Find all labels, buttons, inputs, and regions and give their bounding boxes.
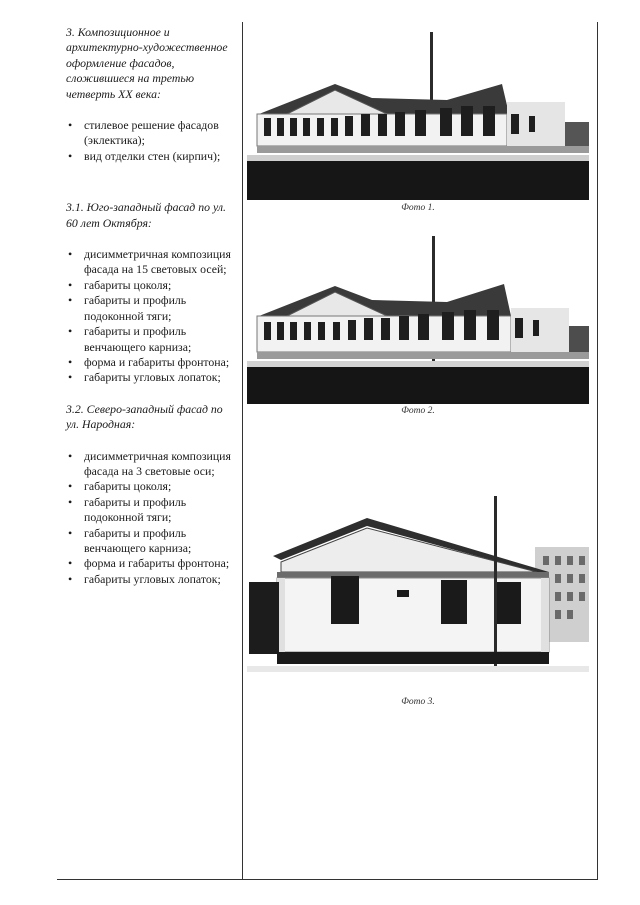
list-item: • габариты и профиль подоконной тяги;	[66, 293, 238, 324]
list-item: • габариты цоколя;	[66, 479, 238, 494]
photo-1	[247, 28, 589, 200]
list-item: • дисимметричная композиция фасада на 3 световые оси;	[66, 449, 238, 480]
list-item: • стилевое решение фасадов (эклектика);	[66, 118, 238, 149]
photo-caption: Фото 2.	[401, 406, 435, 416]
list-item: • габариты и профиль подоконной тяги;	[66, 495, 238, 526]
list-item: • форма и габариты фронтона;	[66, 355, 238, 370]
property-list-3	[66, 118, 238, 164]
property-list-3-1	[66, 247, 238, 386]
list-item: • габариты угловых лопаток;	[66, 572, 238, 587]
list-item: • вид отделки стен (кирпич);	[66, 149, 238, 164]
photo-caption: Фото 3.	[401, 697, 435, 707]
list-item: • габариты и профиль венчающего карниза;	[66, 526, 238, 557]
photo-2	[247, 232, 589, 404]
section-heading-3: 3. Композиционное и архитектурно-художественное оформление фасадов, сложившиеся на третью четверть XX века:	[66, 25, 228, 101]
section-heading-3-2: 3.2. Северо-западный фасад по ул. Народная:	[66, 401, 223, 432]
list-item: • габариты и профиль венчающего карниза;	[66, 324, 238, 355]
list-item: • габариты угловых лопаток;	[66, 370, 238, 385]
list-item: • габариты цоколя;	[66, 278, 238, 293]
left-column	[66, 25, 238, 587]
list-item: • дисимметричная композиция фасада на 15 световых осей;	[66, 247, 238, 278]
photo-3	[247, 492, 589, 697]
section-heading-3-1: 3.1. Юго-западный фасад по ул. 60 лет Октября:	[66, 200, 226, 230]
column-divider	[242, 22, 243, 880]
list-item: • форма и габариты фронтона;	[66, 556, 238, 571]
property-list-3-2	[66, 449, 238, 588]
photo-caption: Фото 1.	[401, 203, 435, 213]
